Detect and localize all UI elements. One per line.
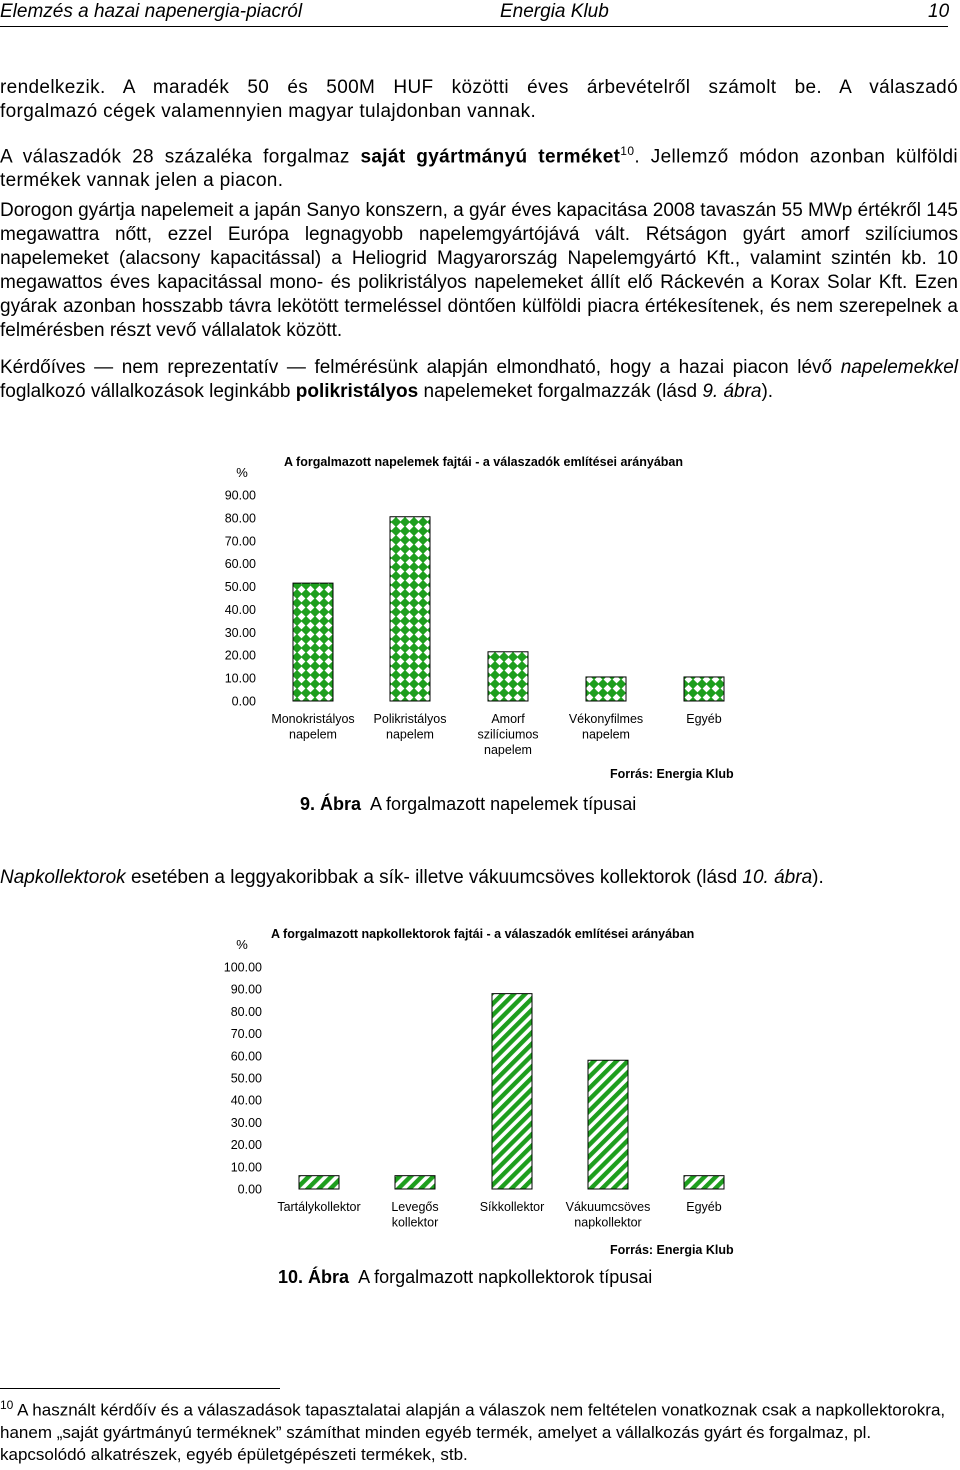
emphasis-own-products: saját gyártmányú terméket xyxy=(360,146,621,168)
paragraph-5-text: Napkollektorok esetében a leggyakoribbak a sík- illetve vákuumcsöves kollektorok (lásd 10. ábra). xyxy=(0,867,824,888)
y-tick-label: 100.00 xyxy=(223,960,262,975)
paragraph-1-line-1: rendelkezik. A maradék 50 és 500M HUF közötti éves árbevételről számolt be. A válaszadó xyxy=(0,77,958,98)
y-tick-label: 40.00 xyxy=(230,1093,262,1108)
y-tick-label: 70.00 xyxy=(224,534,256,549)
paragraph-3-text: Dorogon gyártja napelemeit a japán Sanyo konszern, a gyár éves kapacitása 2008 tavaszán 55 MWp értékről 145 megawattra nőtt, ezzel Európa legnagyobb napelemgyártójává vált. Rétságon gyárt amorf szilíciumos napelemeket (alacsony kapacitással) a Heliogrid Magyarország Napelemgyártó Kft., valamint szintén kb. 10 megawattos éves kapacitással mono- és polikristályos napelemeket állít elő Ráckevén a Korax Solar Kft. Ezen gyárak azonban hosszabb távra lekötött termeléssel döntően külföldi piacra értékesítenek, és nem szerepelnek a felmérésben részt vevő vállalatok között. xyxy=(0,200,958,341)
y-tick-label: 80.00 xyxy=(224,511,256,526)
footnote xyxy=(0,1394,955,1466)
figure-ref-10[interactable]: 10. ábra xyxy=(742,867,813,888)
chart-source: Forrás: Energia Klub xyxy=(610,767,734,781)
chart-source: Forrás: Energia Klub xyxy=(610,1243,734,1257)
x-tick-label: Egyéb xyxy=(686,1200,722,1214)
y-tick-label: 0.00 xyxy=(231,694,256,709)
y-tick-label: 50.00 xyxy=(230,1071,262,1086)
bar xyxy=(492,994,532,1189)
y-tick-label: 10.00 xyxy=(224,671,256,686)
bar xyxy=(588,1060,628,1189)
bar xyxy=(299,1176,339,1189)
y-tick-label: 20.00 xyxy=(230,1138,262,1153)
y-tick-label: 30.00 xyxy=(230,1115,262,1130)
x-tick-label: Vákuumcsöves napkollektor xyxy=(565,1200,651,1230)
footnote-ref[interactable]: 10 xyxy=(620,144,635,158)
footnote-separator xyxy=(0,1388,280,1389)
y-axis-label: % xyxy=(236,937,248,952)
y-tick-label: 60.00 xyxy=(224,557,256,572)
x-tick-label: Amorf szilíciumos napelem xyxy=(477,712,539,757)
paragraph-2-text: A válaszadók 28 százaléka forgalmaz saját gyártmányú terméket$^{10}$. Jellemző módon azonban külföldi termékek vannak jelen a piacon. xyxy=(0,144,959,192)
x-tick-label: Egyéb xyxy=(686,712,722,726)
y-tick-label: 60.00 xyxy=(230,1049,262,1064)
y-tick-label: 70.00 xyxy=(230,1027,262,1042)
paragraph-4-text: Kérdőíves — nem reprezentatív — felmérésünk alapján elmondható, hogy a hazai piacon lévő napelemekkel foglalkozó vállalkozások leginkább polikristályos napelemeket forgalmazzák (lásd 9. ábra). xyxy=(0,357,958,402)
y-tick-label: 20.00 xyxy=(224,648,256,663)
figure-10-number: 10. Ábra xyxy=(278,1267,350,1287)
x-tick-label: Tartálykollektor xyxy=(277,1200,361,1214)
y-tick-label: 0.00 xyxy=(237,1182,262,1197)
figure-9-number: 9. Ábra xyxy=(300,794,362,814)
figure-9-caption xyxy=(300,794,636,815)
chart-solar-panel-types xyxy=(225,455,734,781)
header-title: Elemzés a hazai napenergia-piacról xyxy=(0,1,303,22)
chart-title: A forgalmazott napkollektorok fajtái - a válaszadók említései arányában xyxy=(271,927,695,941)
x-tick-label: Vékonyfilmes napelem xyxy=(568,712,644,742)
bar xyxy=(395,1176,435,1189)
chart-solar-collector-types xyxy=(224,927,734,1257)
y-tick-label: 50.00 xyxy=(224,580,256,595)
figure-10-text: A forgalmazott napkollektorok típusai xyxy=(358,1267,653,1287)
y-tick-label: 40.00 xyxy=(224,602,256,617)
figure-10-caption xyxy=(278,1267,652,1288)
bar xyxy=(390,517,430,701)
bar xyxy=(293,583,333,701)
bar xyxy=(684,1176,724,1189)
footnote-text: A használt kérdőív és a válaszadások tapasztalatai alapján a válaszok nem feltételen vonatkoznak csak a napkollektorokra, hanem „saját gyártmányú terméknek” számíthat minden egyéb termék, amelyet a vállalkozás gyárt és forgalmaz, pl. kapcsolódó alkatrészek, egyéb épületgépészeti termékek, stb. xyxy=(0,1400,946,1464)
y-tick-label: 30.00 xyxy=(224,625,256,640)
x-tick-label: Polikristályos napelem xyxy=(373,712,447,742)
bar xyxy=(488,652,528,701)
figure-9-text: A forgalmazott napelemek típusai xyxy=(370,794,637,814)
page-number: 10 xyxy=(928,1,950,22)
chart-title: A forgalmazott napelemek fajtái - a válaszadók említései arányában xyxy=(284,455,683,469)
x-tick-label: Monokristályos napelem xyxy=(271,712,355,742)
bar xyxy=(586,677,626,701)
y-tick-label: 90.00 xyxy=(224,488,256,503)
y-tick-label: 80.00 xyxy=(230,1004,262,1019)
figure-ref-9[interactable]: 9. ábra xyxy=(702,381,762,402)
x-tick-label: Síkkollektor xyxy=(479,1200,545,1214)
x-tick-label: Levegős kollektor xyxy=(391,1200,439,1230)
paragraph-1-line-2: forgalmazó cégek valamennyien magyar tulajdonban vannak. xyxy=(0,101,537,122)
footnote-number: 10 xyxy=(0,1398,14,1412)
y-tick-label: 90.00 xyxy=(230,982,262,997)
bar xyxy=(684,677,724,701)
y-tick-label: 10.00 xyxy=(230,1160,262,1175)
y-axis-label: % xyxy=(236,465,248,480)
header-publisher: Energia Klub xyxy=(500,1,609,22)
